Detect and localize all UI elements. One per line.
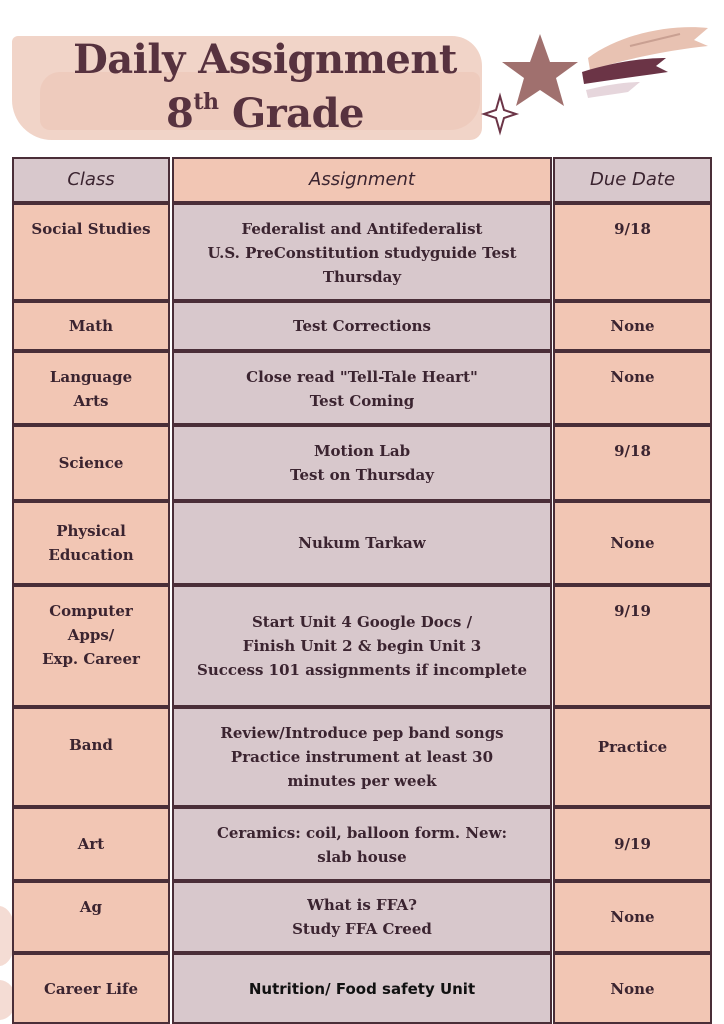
- assignment-cell: Test Corrections: [172, 301, 552, 351]
- class-cell: Ag: [12, 881, 170, 953]
- due-cell: None: [553, 301, 712, 351]
- class-cell: Band: [12, 707, 170, 807]
- assignment-cell: Federalist and Antifederalist U.S. PreConstitution studyguide Test Thursday: [172, 203, 552, 301]
- header-due-date: Due Date: [553, 157, 712, 203]
- table-row: [12, 351, 712, 425]
- class-cell: Language Arts: [12, 351, 170, 425]
- table-row: [12, 501, 712, 585]
- page-title: Daily Assignment: [73, 36, 457, 83]
- table-row: [12, 807, 712, 881]
- due-cell: None: [553, 501, 712, 585]
- table-row: [12, 585, 712, 707]
- due-cell: 9/18: [553, 203, 712, 301]
- due-cell: 9/18: [553, 425, 712, 501]
- due-cell: Practice: [553, 707, 712, 807]
- assignment-cell: Motion Lab Test on Thursday: [172, 425, 552, 501]
- table-row: [12, 953, 712, 1024]
- table-row: [12, 301, 712, 351]
- assignment-cell: Nukum Tarkaw: [172, 501, 552, 585]
- class-cell: Art: [12, 807, 170, 881]
- class-cell: Career Life: [12, 953, 170, 1024]
- header-class: Class: [12, 157, 170, 203]
- assignment-cell: Start Unit 4 Google Docs / Finish Unit 2 & begin Unit 3 Success 101 assignments if incomplete: [172, 585, 552, 707]
- assignment-cell: What is FFA? Study FFA Creed: [172, 881, 552, 953]
- due-cell: 9/19: [553, 585, 712, 707]
- class-cell: Physical Education: [12, 501, 170, 585]
- assignment-cell: Review/Introduce pep band songs Practice instrument at least 30 minutes per week: [172, 707, 552, 807]
- header-assignment: Assignment: [172, 157, 552, 203]
- assignment-table: [12, 157, 712, 1024]
- table-row: [12, 203, 712, 301]
- due-cell: None: [553, 953, 712, 1024]
- assignment-cell: Ceramics: coil, balloon form. New: slab house: [172, 807, 552, 881]
- due-cell: 9/19: [553, 807, 712, 881]
- shooting-star-icon: [470, 14, 724, 144]
- class-cell: Science: [12, 425, 170, 501]
- table-header: [12, 157, 712, 203]
- due-cell: None: [553, 881, 712, 953]
- star-icon: [502, 34, 578, 106]
- table-row: [12, 707, 712, 807]
- sparkle-icon: [484, 96, 516, 132]
- class-cell: Social Studies: [12, 203, 170, 301]
- assignment-cell: Nutrition/ Food safety Unit: [172, 953, 552, 1024]
- class-cell: Math: [12, 301, 170, 351]
- class-cell: Computer Apps/ Exp. Career: [12, 585, 170, 707]
- table-row: [12, 881, 712, 953]
- assignment-cell: Close read "Tell-Tale Heart" Test Coming: [172, 351, 552, 425]
- due-cell: None: [553, 351, 712, 425]
- page-subtitle: 8th Grade: [165, 88, 365, 137]
- table-row: [12, 425, 712, 501]
